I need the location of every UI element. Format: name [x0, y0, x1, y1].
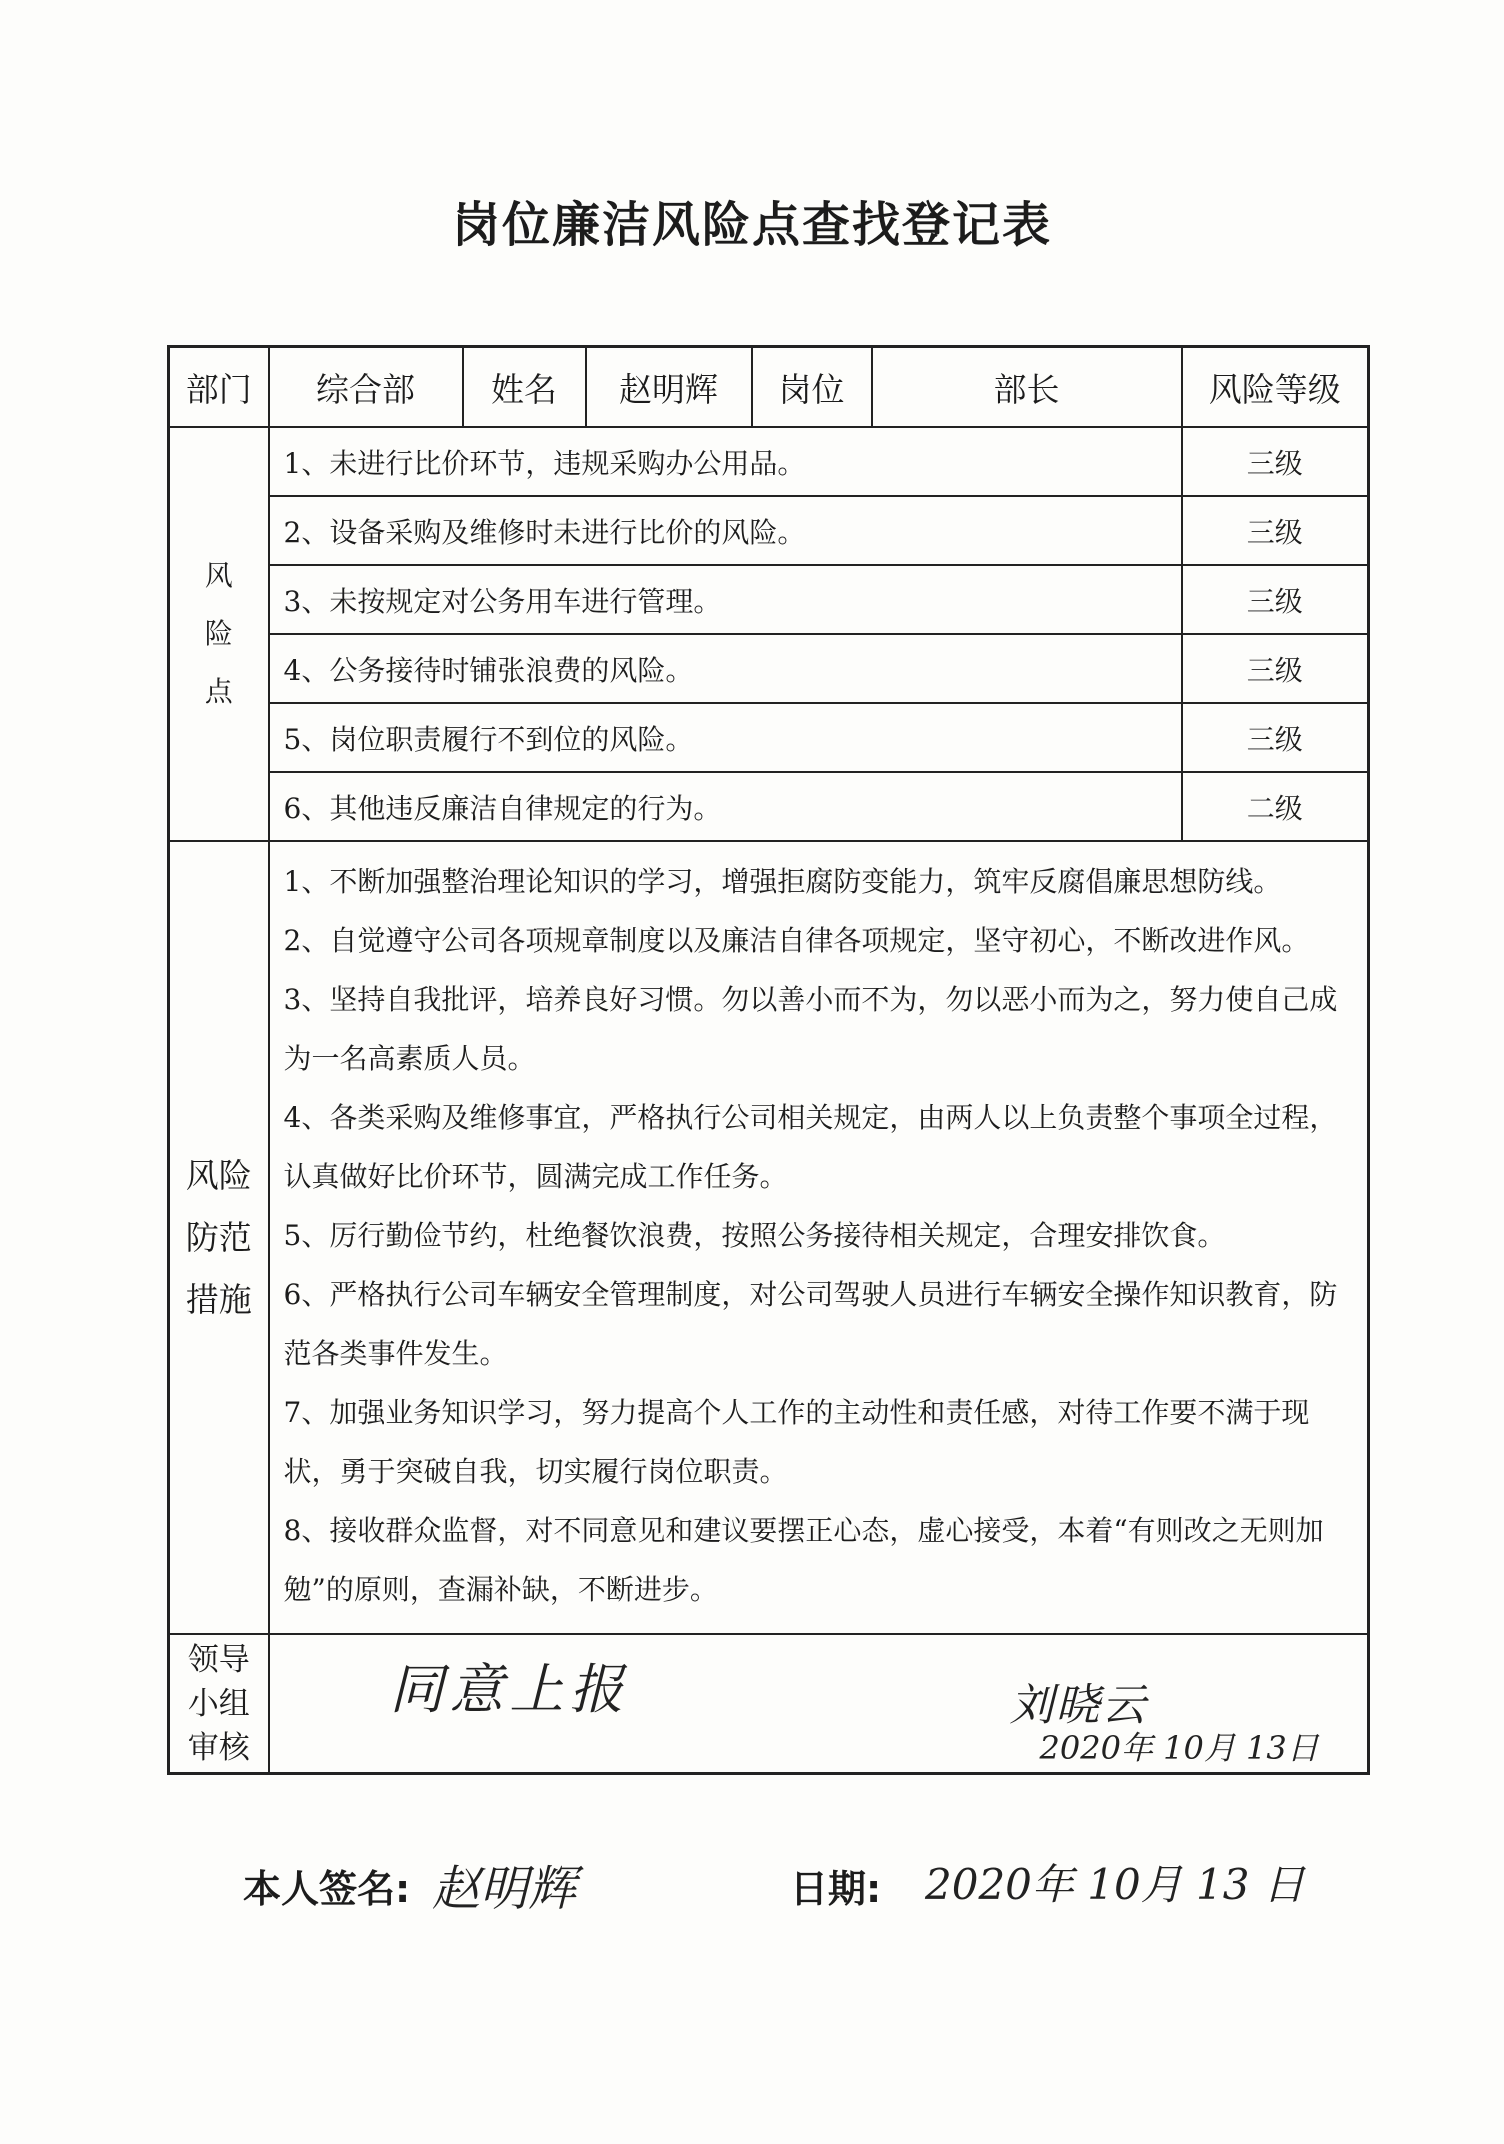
dept-label: 部门 — [169, 347, 269, 428]
risk-row — [169, 772, 1369, 841]
measure-item: 7、加强业务知识学习，努力提高个人工作的主动性和责任感，对待工作要不满于现状，勇于突破自我，切实履行岗位职责。 — [283, 1396, 1310, 1488]
review-content — [269, 1634, 1369, 1774]
review-label-part: 领导 — [187, 1641, 250, 1678]
risk-row — [169, 496, 1369, 565]
level-label: 风险等级 — [1182, 347, 1369, 428]
risk-label-char: 风 — [204, 559, 233, 592]
measures-row — [169, 841, 1369, 1634]
risk-text: 5、岗位职责履行不到位的风险。 — [269, 703, 1182, 772]
name-label: 姓名 — [463, 347, 586, 428]
measure-item: 8、接收群众监督，对不同意见和建议要摆正心态，虚心接受，本着“有则改之无则加勉”的原则，查漏补缺，不断进步。 — [283, 1514, 1324, 1606]
date-label: 日期: — [790, 1867, 882, 1911]
risk-register-table — [167, 345, 1370, 1775]
measures-label-part: 风险 — [185, 1155, 252, 1195]
header-row — [169, 347, 1369, 428]
risk-level: 三级 — [1182, 496, 1369, 565]
measure-item: 3、坚持自我批评，培养良好习惯。勿以善小而不为，勿以恶小而为之，努力使自己成为一名高素质人员。 — [283, 983, 1338, 1075]
measure-item: 2、自觉遵守公司各项规章制度以及廉洁自律各项规定，坚守初心，不断改进作风。 — [283, 924, 1310, 957]
review-row — [169, 1634, 1369, 1774]
risk-level: 三级 — [1182, 703, 1369, 772]
measures-label-part: 防范 — [185, 1217, 252, 1257]
self-signature: 赵明辉 — [432, 1861, 577, 1917]
risk-points-label — [169, 427, 269, 841]
post-label: 岗位 — [752, 347, 872, 428]
risk-text: 2、设备采购及维修时未进行比价的风险。 — [269, 496, 1182, 565]
measures-content — [269, 841, 1369, 1634]
measure-item: 1、不断加强整治理论知识的学习，增强拒腐防变能力，筑牢反腐倡廉思想防线。 — [283, 865, 1282, 898]
date-value: 2020年 10月 13 日 — [925, 1860, 1305, 1909]
measures-label-part: 措施 — [185, 1279, 252, 1319]
review-label — [169, 1634, 269, 1774]
risk-label-char: 点 — [204, 675, 233, 708]
risk-label-char: 险 — [204, 617, 233, 650]
review-label-part: 审核 — [187, 1729, 250, 1766]
review-date: 2020年 10月 13日 — [1039, 1729, 1319, 1767]
measure-item: 4、各类采购及维修事宜，严格执行公司相关规定，由两人以上负责整个事项全过程，认真做好比价环节，圆满完成工作任务。 — [283, 1101, 1338, 1193]
measure-item: 5、厉行勤俭节约，杜绝餐饮浪费，按照公务接待相关规定，合理安排饮食。 — [283, 1219, 1226, 1252]
risk-text: 6、其他违反廉洁自律规定的行为。 — [269, 772, 1182, 841]
measure-item: 6、严格执行公司车辆安全管理制度，对公司驾驶人员进行车辆安全操作知识教育，防范各类事件发生。 — [283, 1278, 1338, 1370]
name-value: 赵明辉 — [586, 347, 752, 428]
risk-row — [169, 565, 1369, 634]
review-comment: 同意上报 — [389, 1658, 630, 1721]
risk-text: 3、未按规定对公务用车进行管理。 — [269, 565, 1182, 634]
risk-level: 三级 — [1182, 565, 1369, 634]
risk-text: 1、未进行比价环节，违规采购办公用品。 — [269, 427, 1182, 496]
form-title: 岗位廉洁风险点查找登记表 — [451, 197, 1052, 253]
post-value: 部长 — [872, 347, 1182, 428]
risk-row — [169, 634, 1369, 703]
self-signature-label: 本人签名: — [243, 1867, 411, 1911]
measures-label — [169, 841, 269, 1634]
risk-row — [169, 703, 1369, 772]
risk-row — [169, 427, 1369, 496]
risk-text: 4、公务接待时铺张浪费的风险。 — [269, 634, 1182, 703]
review-label-part: 小组 — [187, 1685, 250, 1722]
risk-level: 三级 — [1182, 427, 1369, 496]
review-signature: 刘晓云 — [1009, 1680, 1148, 1731]
dept-value: 综合部 — [269, 347, 463, 428]
risk-level: 三级 — [1182, 634, 1369, 703]
risk-level: 二级 — [1182, 772, 1369, 841]
